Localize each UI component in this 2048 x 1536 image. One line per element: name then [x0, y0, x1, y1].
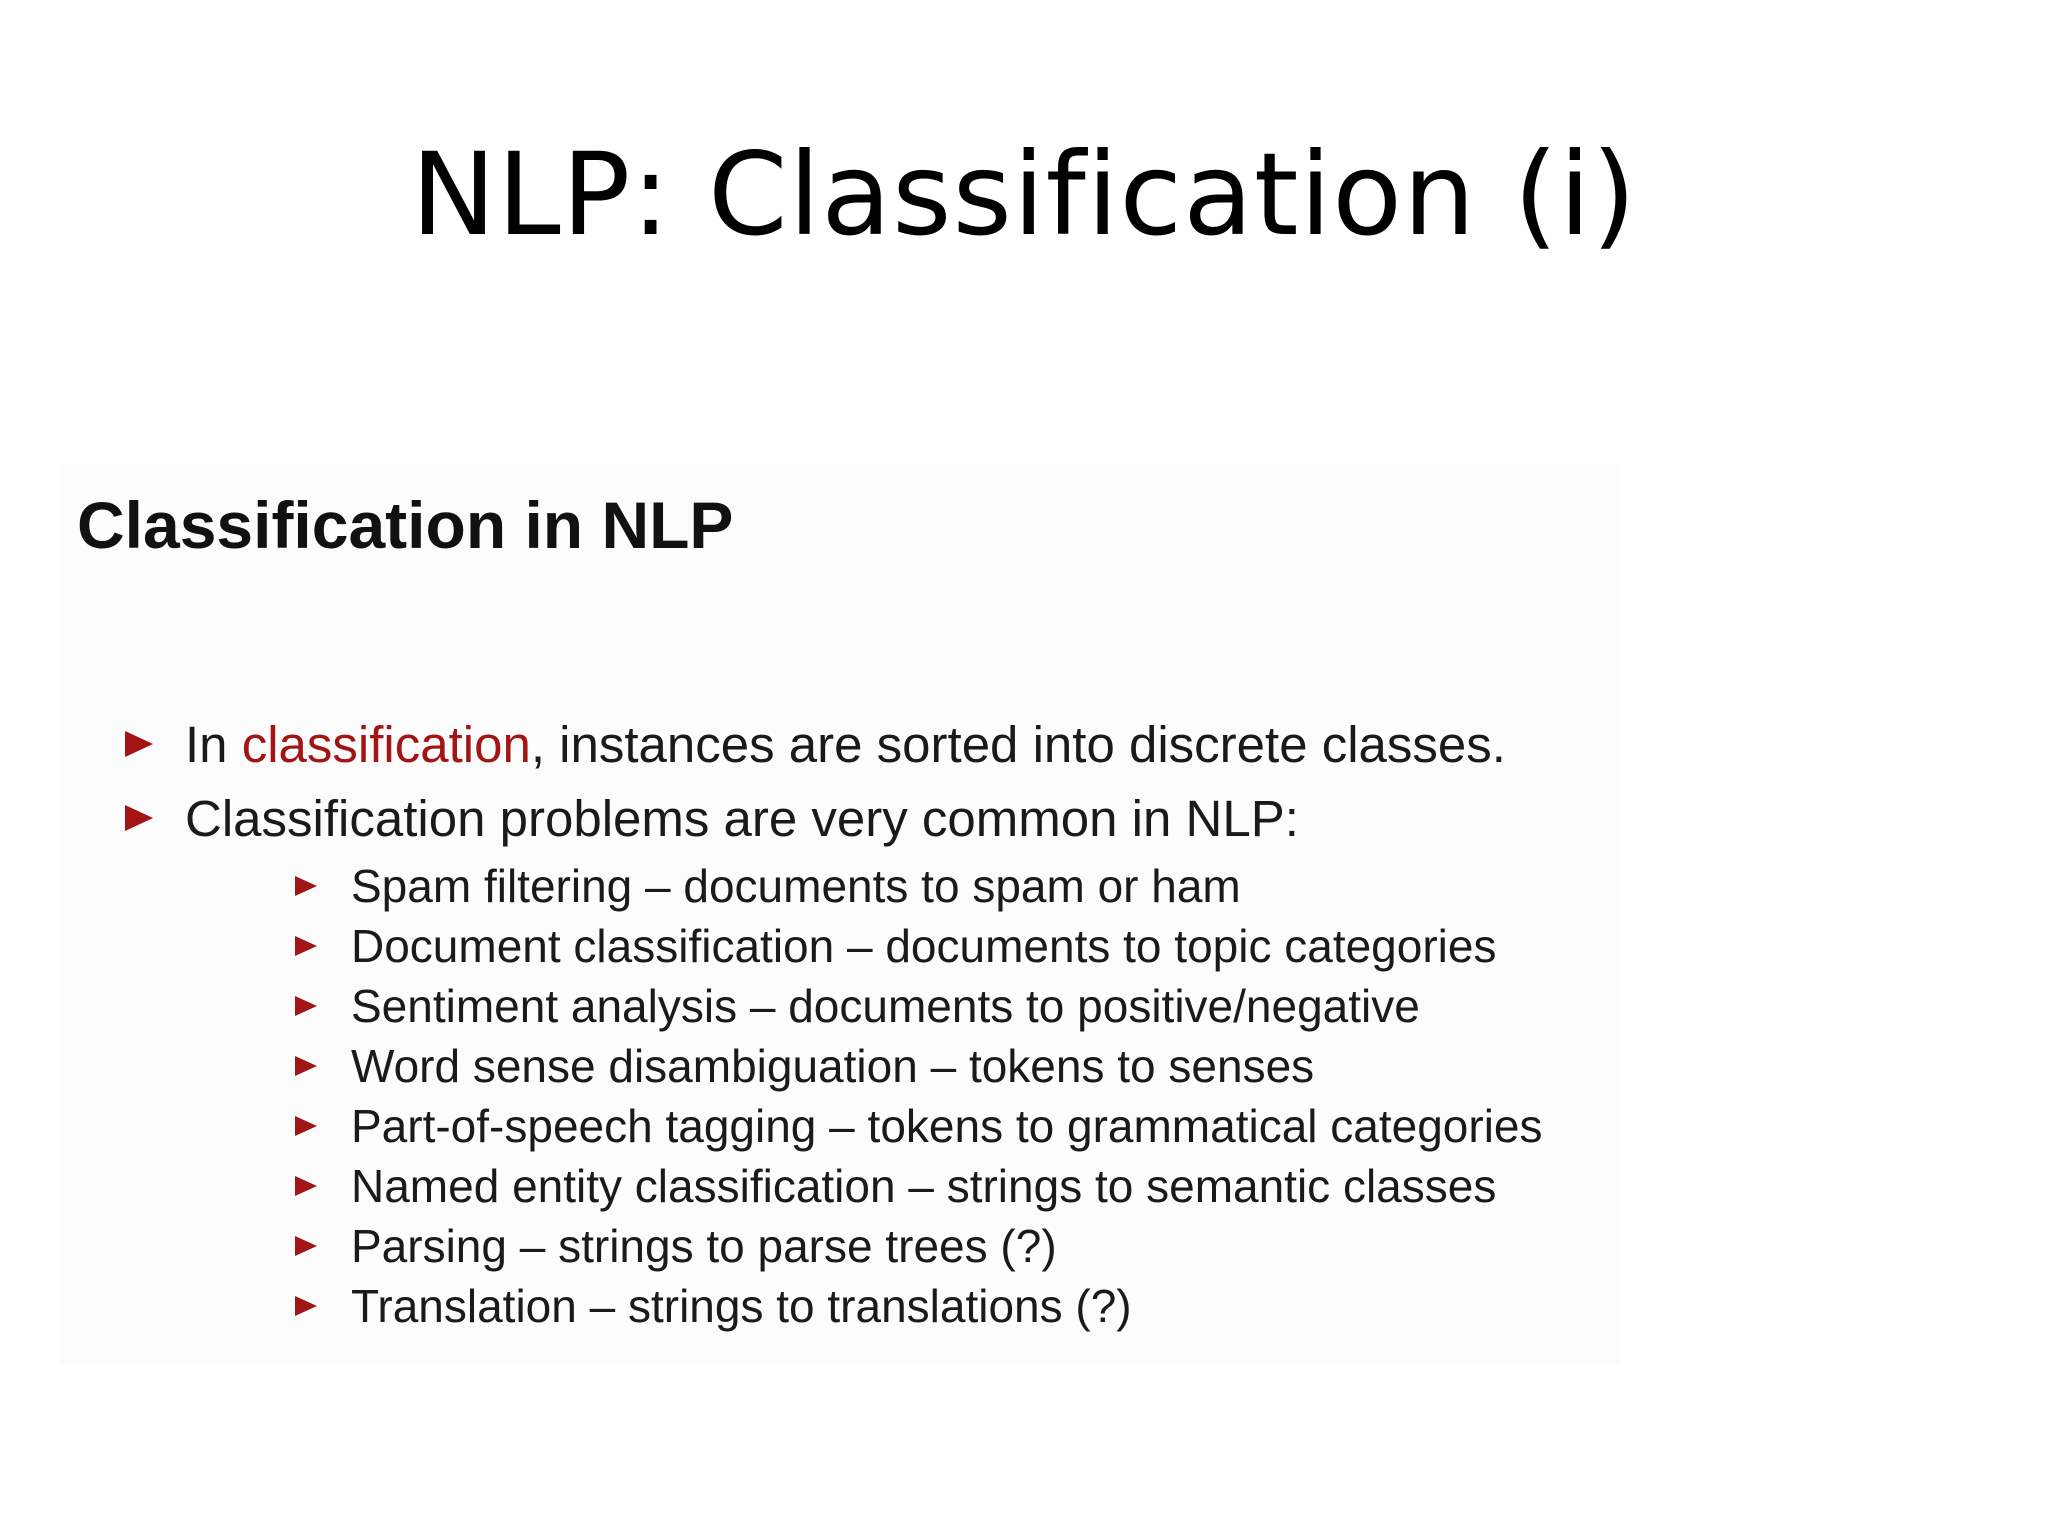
- sub-bullet-item: [295, 976, 1543, 1036]
- sub-bullet-item: [295, 1096, 1543, 1156]
- sub-bullet-text: Parsing – strings to parse trees (?): [351, 1220, 1057, 1272]
- triangle-right-icon: [125, 805, 153, 831]
- sub-bullet-list: [185, 856, 1543, 1336]
- bullet-classification-definition: [125, 708, 1543, 782]
- sub-bullet-item: [295, 1216, 1543, 1276]
- triangle-right-icon: [295, 996, 317, 1016]
- section-heading: Classification in NLP: [77, 488, 734, 562]
- sub-bullet-text: Part-of-speech tagging – tokens to grammatical categories: [351, 1100, 1543, 1152]
- bullet-text-prefix: In: [185, 716, 242, 773]
- sub-bullet-item: [295, 1036, 1543, 1096]
- triangle-right-icon: [295, 1236, 317, 1256]
- embedded-slide-image: [60, 465, 1620, 1365]
- sub-bullet-text: Sentiment analysis – documents to positive/negative: [351, 980, 1420, 1032]
- sub-bullet-item: [295, 1156, 1543, 1216]
- sub-bullet-text: Document classification – documents to topic categories: [351, 920, 1497, 972]
- sub-bullet-item: [295, 1276, 1543, 1336]
- triangle-right-icon: [125, 731, 153, 757]
- triangle-right-icon: [295, 1056, 317, 1076]
- sub-bullet-text: Named entity classification – strings to semantic classes: [351, 1160, 1497, 1212]
- triangle-right-icon: [295, 1116, 317, 1136]
- triangle-right-icon: [295, 1296, 317, 1316]
- sub-bullet-item: [295, 856, 1543, 916]
- sub-bullet-item: [295, 916, 1543, 976]
- triangle-right-icon: [295, 876, 317, 896]
- bullet-text-suffix: , instances are sorted into discrete classes.: [530, 716, 1506, 773]
- bullet-text: Classification problems are very common in NLP:: [185, 790, 1299, 847]
- triangle-right-icon: [295, 1176, 317, 1196]
- bullet-list: [125, 708, 1543, 1336]
- sub-bullet-text: Translation – strings to translations (?): [351, 1280, 1132, 1332]
- triangle-right-icon: [295, 936, 317, 956]
- sub-bullet-text: Spam filtering – documents to spam or ham: [351, 860, 1241, 912]
- highlighted-term: classification: [241, 716, 531, 773]
- sub-bullet-text: Word sense disambiguation – tokens to senses: [351, 1040, 1315, 1092]
- slide-title: NLP: Classification (i): [410, 128, 1638, 261]
- bullet-classification-problems: [125, 782, 1543, 1336]
